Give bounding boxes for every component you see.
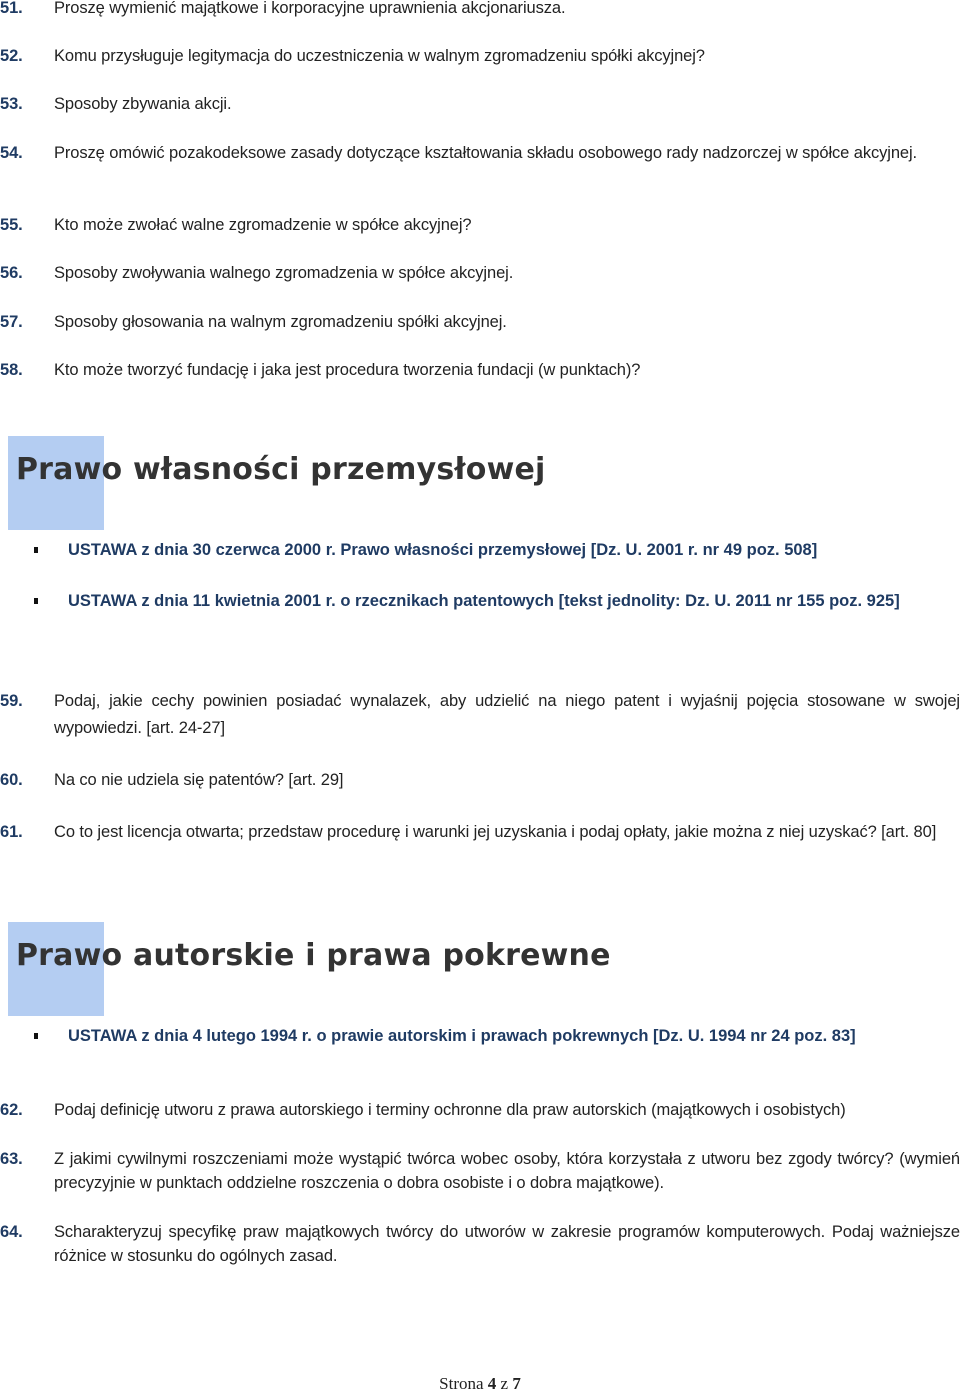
question-text: Komu przysługuje legitymacja do uczestniczenia w walnym zgromadzeniu spółki akcyjnej? — [54, 47, 705, 65]
question-item — [0, 1220, 960, 1268]
law-text: USTAWA z dnia 30 czerwca 2000 r. Prawo własności przemysłowej [Dz. U. 2001 r. nr 49 poz. 508] — [68, 541, 818, 559]
question-item — [0, 1098, 960, 1122]
question-number: 59. — [0, 692, 23, 710]
question-item — [0, 310, 960, 334]
question-text: Na co nie udziela się patentów? [art. 29] — [54, 771, 344, 789]
question-item — [0, 261, 960, 285]
question-number: 51. — [0, 0, 23, 17]
question-item — [0, 820, 960, 844]
question-text: Kto może zwołać walne zgromadzenie w spółce akcyjnej? — [54, 216, 472, 234]
question-number: 64. — [0, 1223, 23, 1241]
footer-prefix: Strona — [439, 1374, 484, 1393]
question-text: Proszę omówić pozakodeksowe zasady dotyczące kształtowania składu osobowego rady nadzorczej w spółce akcyjnej. — [54, 144, 918, 162]
question-item — [0, 213, 960, 237]
law-item — [0, 1023, 960, 1049]
footer-total-pages: 7 — [512, 1374, 521, 1393]
question-item — [0, 688, 960, 742]
law-text: USTAWA z dnia 11 kwietnia 2001 r. o rzecznikach patentowych [tekst jednolity: Dz. U. 2011 nr 155 poz. 925] — [68, 592, 900, 610]
question-text: Proszę wymienić majątkowe i korporacyjne uprawnienia akcjonariusza. — [54, 0, 566, 17]
question-item — [0, 0, 960, 20]
law-item — [0, 537, 960, 563]
question-item — [0, 358, 960, 382]
footer-page-number: 4 — [487, 1374, 497, 1393]
question-text: Kto może tworzyć fundację i jaka jest procedura tworzenia fundacji (w punktach)? — [54, 361, 641, 379]
law-item — [0, 588, 960, 614]
question-item — [0, 92, 960, 116]
question-item — [0, 141, 960, 165]
question-number: 63. — [0, 1150, 23, 1168]
question-number: 54. — [0, 144, 23, 162]
question-text: Podaj definicję utworu z prawa autorskiego i terminy ochronne dla praw autorskich (majątkowych i osobistych) — [54, 1101, 846, 1119]
bullet-icon — [34, 547, 38, 553]
question-item — [0, 1147, 960, 1195]
page-footer — [0, 1374, 960, 1394]
section-header-industrial-property — [0, 436, 960, 530]
question-number: 62. — [0, 1101, 23, 1119]
question-number: 53. — [0, 95, 23, 113]
question-number: 60. — [0, 771, 23, 789]
footer-separator: z — [500, 1374, 509, 1393]
section-title: Prawo własności przemysłowej — [16, 452, 546, 487]
question-number: 57. — [0, 313, 23, 331]
bullet-icon — [34, 598, 38, 604]
law-text: USTAWA z dnia 4 lutego 1994 r. o prawie autorskim i prawach pokrewnych [Dz. U. 1994 nr 24 poz. 83] — [68, 1027, 856, 1045]
question-text: Sposoby głosowania na walnym zgromadzeniu spółki akcyjnej. — [54, 313, 507, 331]
question-text: Sposoby zbywania akcji. — [54, 95, 232, 113]
question-text: Podaj, jakie cechy powinien posiadać wynalazek, aby udzielić na niego patent i wyjaśnij pojęcia stosowane w swojej wypowiedzi. [art. 24-27] — [54, 692, 960, 737]
question-text: Sposoby zwoływania walnego zgromadzenia w spółce akcyjnej. — [54, 264, 514, 282]
section-title: Prawo autorskie i prawa pokrewne — [16, 938, 611, 973]
question-number: 58. — [0, 361, 23, 379]
question-number: 52. — [0, 47, 23, 65]
bullet-icon — [34, 1033, 38, 1039]
question-number: 61. — [0, 823, 23, 841]
question-number: 55. — [0, 216, 23, 234]
question-number: 56. — [0, 264, 23, 282]
section-header-copyright — [0, 922, 960, 1016]
question-item — [0, 768, 960, 792]
question-item — [0, 44, 960, 68]
question-text: Z jakimi cywilnymi roszczeniami może wystąpić twórca wobec osoby, która korzystała z utworu bez zgody twórcy? (wymień precyzyjnie w punktach oddzielne roszczenia o dobra osobiste i o dobra majątkowe). — [54, 1150, 960, 1192]
question-text: Co to jest licencja otwarta; przedstaw procedurę i warunki jej uzyskania i podaj opłaty, jakie można z niej uzyskać? [art. 80] — [54, 823, 937, 841]
question-text: Scharakteryzuj specyfikę praw majątkowych twórcy do utworów w zakresie programów komputerowych. Podaj ważniejsze różnice w stosunku do ogólnych zasad. — [54, 1223, 960, 1265]
